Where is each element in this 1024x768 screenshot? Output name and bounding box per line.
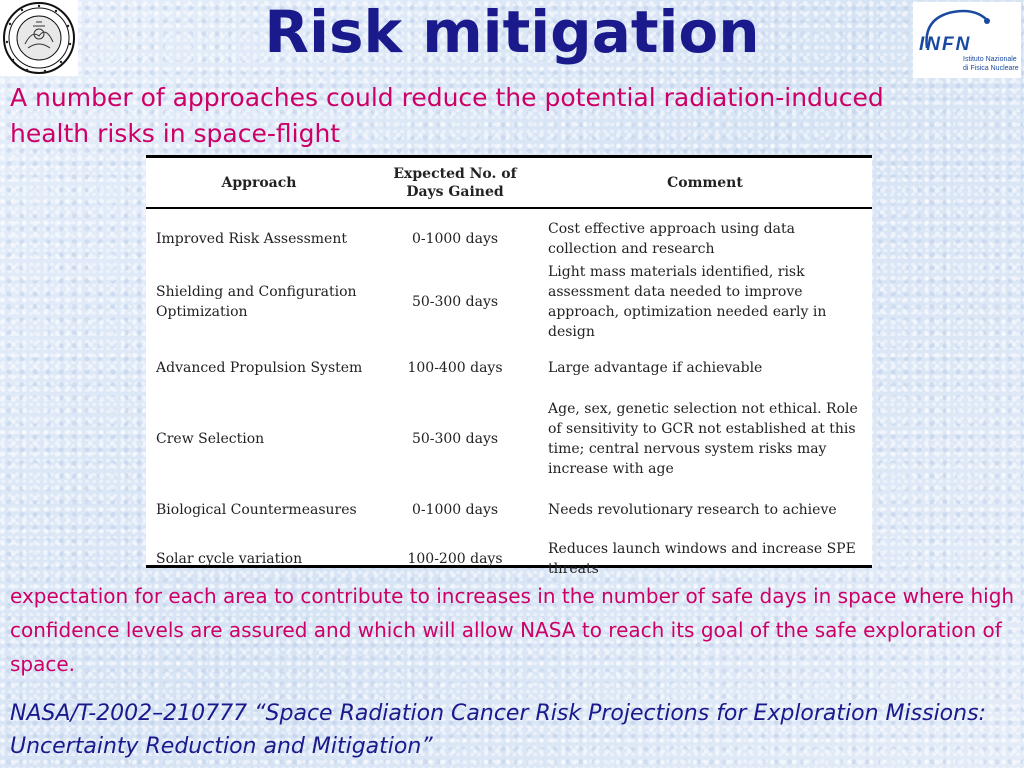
table-row — [146, 262, 872, 342]
table-row — [146, 536, 872, 582]
table-row — [146, 484, 872, 536]
cell-comment: Large advantage if achievable — [548, 360, 763, 376]
slide-title: Risk mitigation — [264, 0, 760, 66]
cell-approach: Shielding and Configuration Optimization — [156, 284, 357, 320]
slide-subtitle: A number of approaches could reduce the potential radiation-induced health risks in space-flight — [10, 83, 884, 148]
cell-comment: Cost effective approach using data collection and research — [548, 220, 795, 257]
cell-approach: Solar cycle variation — [156, 551, 303, 567]
infn-wordmark: INFN — [919, 34, 972, 55]
table-header-row — [146, 158, 872, 208]
cell-comment: Reduces launch windows and increase SPE threats — [548, 541, 856, 577]
cell-approach: Crew Selection — [156, 431, 265, 447]
cell-comment: Needs revolutionary research to achieve — [548, 502, 837, 518]
cell-days: 0-1000 days — [411, 502, 499, 518]
cell-comment: Age, sex, genetic selection not ethical. Role of sensitivity to GCR not established at this time; central nervous system risks may increase with age — [548, 401, 858, 477]
cell-days: 100-200 days — [407, 551, 503, 567]
cell-approach: Biological Countermeasures — [156, 502, 357, 518]
header-days-gained: Expected No. of Days Gained — [372, 158, 538, 208]
header-approach: Approach — [146, 158, 372, 208]
cell-days: 50-300 days — [411, 431, 499, 447]
cell-approach: Advanced Propulsion System — [156, 360, 363, 376]
cell-approach: Improved Risk Assessment — [156, 230, 347, 247]
table-row — [146, 394, 872, 484]
header-comment: Comment — [538, 158, 872, 208]
infn-subtitle-line1: Istituto Nazionale — [963, 56, 1017, 63]
cell-comment: Light mass materials identified, risk assessment data needed to improve approach, optimization needed early in design — [548, 264, 827, 340]
infn-subtitle-line2: di Fisica Nucleare — [963, 65, 1019, 72]
cell-days: 100-400 days — [407, 360, 503, 376]
table-row — [146, 342, 872, 394]
reference-citation: NASA/T-2002–210777 “Space Radiation Cancer Risk Projections for Exploration Missions: Uncertainty Reduction and Mitigation” — [10, 701, 986, 759]
table-row — [146, 208, 872, 262]
cell-days: 50-300 days — [411, 294, 499, 310]
approaches-table — [146, 155, 872, 577]
body-paragraph: expectation for each area to contribute to increases in the number of safe days in space where high confidence levels are assured and which will allow NASA to reach its goal of the safe exploration of space. — [10, 584, 1015, 676]
cell-days: 0-1000 days — [411, 230, 499, 247]
